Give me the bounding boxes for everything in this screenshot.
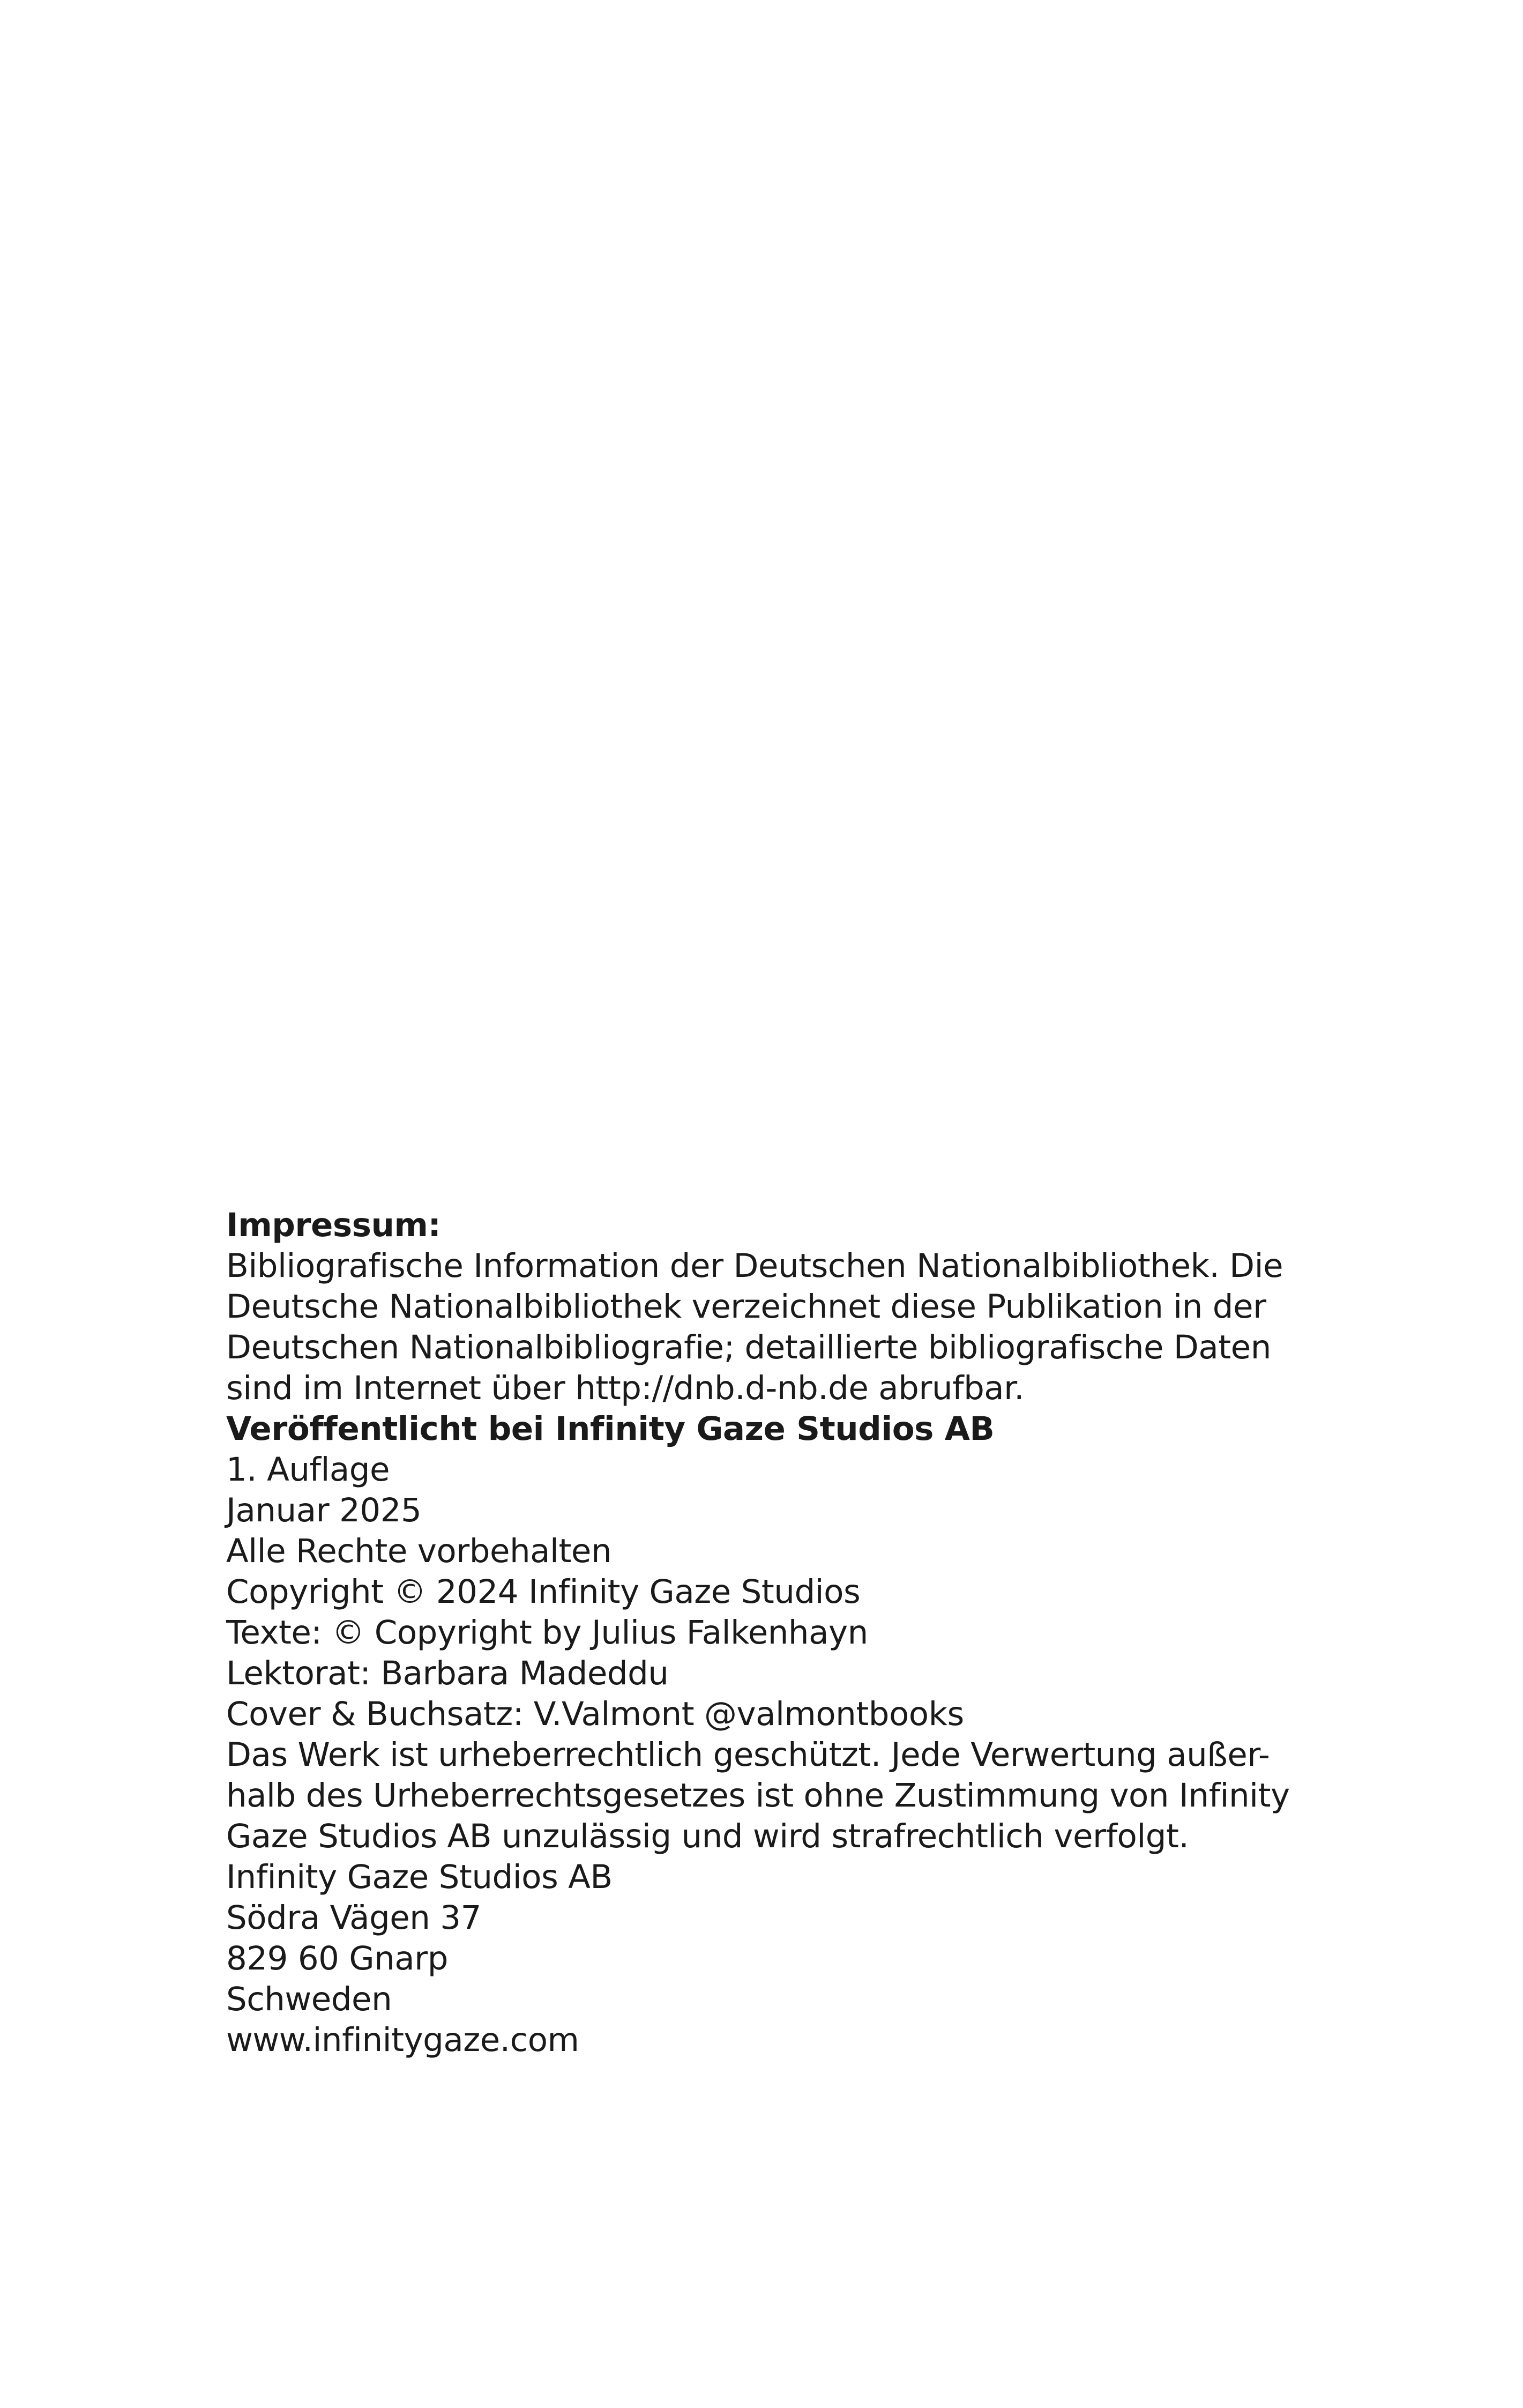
texts-credit: Texte: © Copyright by Julius Falkenhayn [226,1614,868,1652]
legal-line-3: Gaze Studios AB unzulässig und wird strafrechtlich verfolgt. [226,1817,1189,1855]
dnb-line-1: Bibliografische Information der Deutschen Nationalbibliothek. Die [226,1247,1283,1285]
address-city: 829 60 Gnarp [226,1939,448,1978]
editing-credit: Lektorat: Barbara Madeddu [226,1654,669,1692]
legal-line-1: Das Werk ist urheberrechtlich geschützt. Jede Verwertung außer- [226,1736,1270,1774]
imprint-heading: Impressum: [226,1206,441,1244]
copyright-line: Copyright © 2024 Infinity Gaze Studios [226,1573,861,1611]
cover-credit: Cover & Buchsatz: V.Valmont @valmontbooks [226,1695,964,1733]
dnb-line-2: Deutsche Nationalbibliothek verzeichnet diese Publikation in der [226,1288,1266,1326]
address-company: Infinity Gaze Studios AB [226,1858,613,1896]
legal-line-2: halb des Urheberrechtsgesetzes ist ohne Zustimmung von Infinity [226,1777,1290,1815]
imprint-block [226,1205,1298,2061]
publication-date: Januar 2025 [226,1491,422,1529]
dnb-line-3: Deutschen Nationalbibliografie; detaillierte bibliografische Daten [226,1328,1271,1366]
website: www.infinitygaze.com [226,2021,579,2059]
rights-reserved: Alle Rechte vorbehalten [226,1532,612,1570]
edition: 1. Auflage [226,1451,390,1489]
publisher-heading: Veröffentlicht bei Infinity Gaze Studios AB [226,1410,995,1448]
address-country: Schweden [226,1980,392,2018]
dnb-line-4: sind im Internet über http://dnb.d-nb.de abrufbar. [226,1369,1025,1407]
address-street: Södra Vägen 37 [226,1899,481,1937]
